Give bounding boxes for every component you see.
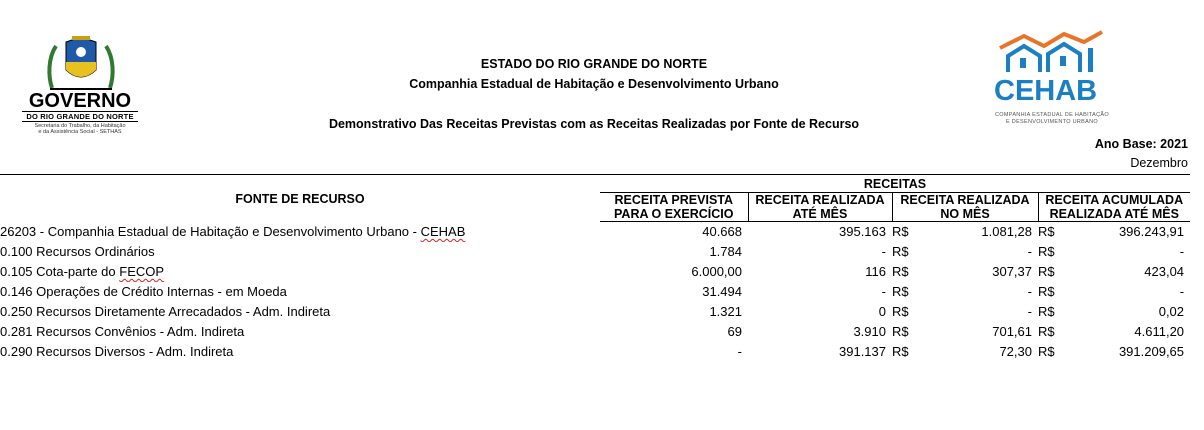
currency-symbol: R$: [892, 224, 909, 239]
governo-secretaria-line2: e da Assistência Social - SETHAS: [38, 129, 122, 135]
cehab-roof-icon: [994, 26, 1106, 76]
row-label: 0.146 Operações de Crédito Internas - em Moeda: [0, 284, 287, 299]
header-receita-realizada-no-mes: RECEITA REALIZADA NO MÊS: [892, 193, 1038, 222]
cell-prevista: 40.668: [702, 224, 742, 239]
revenue-table: [0, 176, 1190, 362]
cell-prevista: 31.494: [702, 284, 742, 299]
cell-no-mes: -: [1027, 304, 1032, 319]
cell-acumulada: 396.243,91: [1118, 224, 1185, 239]
row-label: 26203 - Companhia Estadual de Habitação e Desenvolvimento Urbano - CEHAB: [0, 223, 466, 239]
cell-prevista: 1.784: [709, 244, 742, 259]
company-name-heading: Companhia Estadual de Habitação e Desenvolvimento Urbano: [409, 77, 779, 91]
currency-symbol: R$: [1038, 224, 1055, 239]
row-label: 0.250 Recursos Diretamente Arrecadados - Adm. Indireta: [0, 304, 331, 319]
currency-symbol: R$: [1038, 304, 1055, 319]
currency-symbol: R$: [1038, 284, 1055, 299]
table-row: [0, 242, 1190, 262]
cehab-subtitle-line2: E DESENVOLVIMENTO URBANO: [1006, 119, 1098, 125]
cell-ate-mes: 391.137: [839, 344, 886, 359]
state-name-heading: ESTADO DO RIO GRANDE DO NORTE: [480, 57, 708, 71]
table-row: [0, 302, 1190, 322]
cell-acumulada: 423,04: [1144, 264, 1185, 279]
revenue-table-body: [0, 222, 1190, 363]
currency-symbol: R$: [892, 284, 909, 299]
cell-prevista: 6.000,00: [691, 264, 742, 279]
table-row: [0, 322, 1190, 342]
header-receita-realizada-ate-mes: RECEITA REALIZADA ATÉ MÊS: [748, 193, 892, 222]
cehab-logo: [988, 26, 1118, 136]
cell-no-mes: -: [1027, 284, 1032, 299]
header-receita-acumulada: RECEITA ACUMULADA REALIZADA ATÉ MÊS: [1038, 193, 1190, 222]
currency-symbol: R$: [892, 264, 909, 279]
currency-symbol: R$: [1038, 244, 1055, 259]
currency-symbol: R$: [892, 324, 909, 339]
currency-symbol: R$: [1038, 264, 1055, 279]
currency-symbol: R$: [1038, 344, 1055, 359]
cell-ate-mes: 395.163: [839, 224, 886, 239]
currency-symbol: R$: [892, 244, 909, 259]
header-fonte-recurso: FONTE DE RECURSO: [235, 191, 365, 206]
table-row: [0, 262, 1190, 282]
cell-no-mes: 72,30: [999, 344, 1032, 359]
period-label: Dezembro: [1130, 156, 1188, 170]
cell-acumulada: -: [1179, 284, 1185, 299]
cell-no-mes: -: [1027, 244, 1032, 259]
row-label: 0.290 Recursos Diversos - Adm. Indireta: [0, 344, 234, 359]
governo-rn-logo: [22, 36, 138, 144]
cell-acumulada: 391.209,65: [1118, 344, 1185, 359]
header-receitas-group: RECEITAS: [863, 177, 927, 191]
cehab-wordmark: CEHAB: [994, 75, 1098, 107]
cell-ate-mes: 3.910: [853, 324, 886, 339]
cell-prevista: 69: [727, 324, 742, 339]
currency-symbol: R$: [892, 304, 909, 319]
cell-ate-mes: 0: [878, 304, 886, 319]
table-row: [0, 342, 1190, 362]
table-row: [0, 282, 1190, 302]
cell-prevista: -: [737, 344, 742, 359]
ano-base-label: Ano Base: 2021: [1094, 137, 1188, 151]
cell-no-mes: 307,37: [992, 264, 1032, 279]
cell-acumulada: 0,02: [1158, 304, 1185, 319]
row-label: 0.281 Recursos Convênios - Adm. Indireta: [0, 324, 245, 339]
cell-acumulada: -: [1179, 244, 1185, 259]
header-receita-prevista: RECEITA PREVISTA PARA O EXERCÍCIO: [600, 193, 748, 222]
governo-subtitle: DO RIO GRANDE DO NORTE: [22, 111, 138, 122]
cell-no-mes: 1.081,28: [981, 224, 1032, 239]
cell-ate-mes: -: [881, 244, 886, 259]
cell-no-mes: 701,61: [992, 324, 1032, 339]
header-divider: [0, 174, 1190, 175]
cell-ate-mes: -: [881, 284, 886, 299]
state-coat-of-arms-icon: [46, 36, 116, 92]
governo-wordmark: GOVERNO: [28, 90, 132, 112]
cell-prevista: 1.321: [709, 304, 742, 319]
governo-secretaria-line1: Secretaria do Trabalho, da Habitação: [34, 123, 126, 129]
cell-ate-mes: 116: [865, 264, 886, 279]
currency-symbol: R$: [892, 344, 909, 359]
currency-symbol: R$: [1038, 324, 1055, 339]
cehab-subtitle-line1: COMPANHIA ESTADUAL DE HABITAÇÃO: [995, 112, 1109, 118]
table-row-main: [0, 222, 1190, 243]
row-label: 0.100 Recursos Ordinários: [0, 244, 155, 259]
cell-acumulada: 4.611,20: [1134, 324, 1185, 339]
row-label: 0.105 Cota-parte do FECOP: [0, 264, 165, 279]
report-title: Demonstrativo Das Receitas Previstas com as Receitas Realizadas por Fonte de Recurso: [328, 117, 860, 131]
